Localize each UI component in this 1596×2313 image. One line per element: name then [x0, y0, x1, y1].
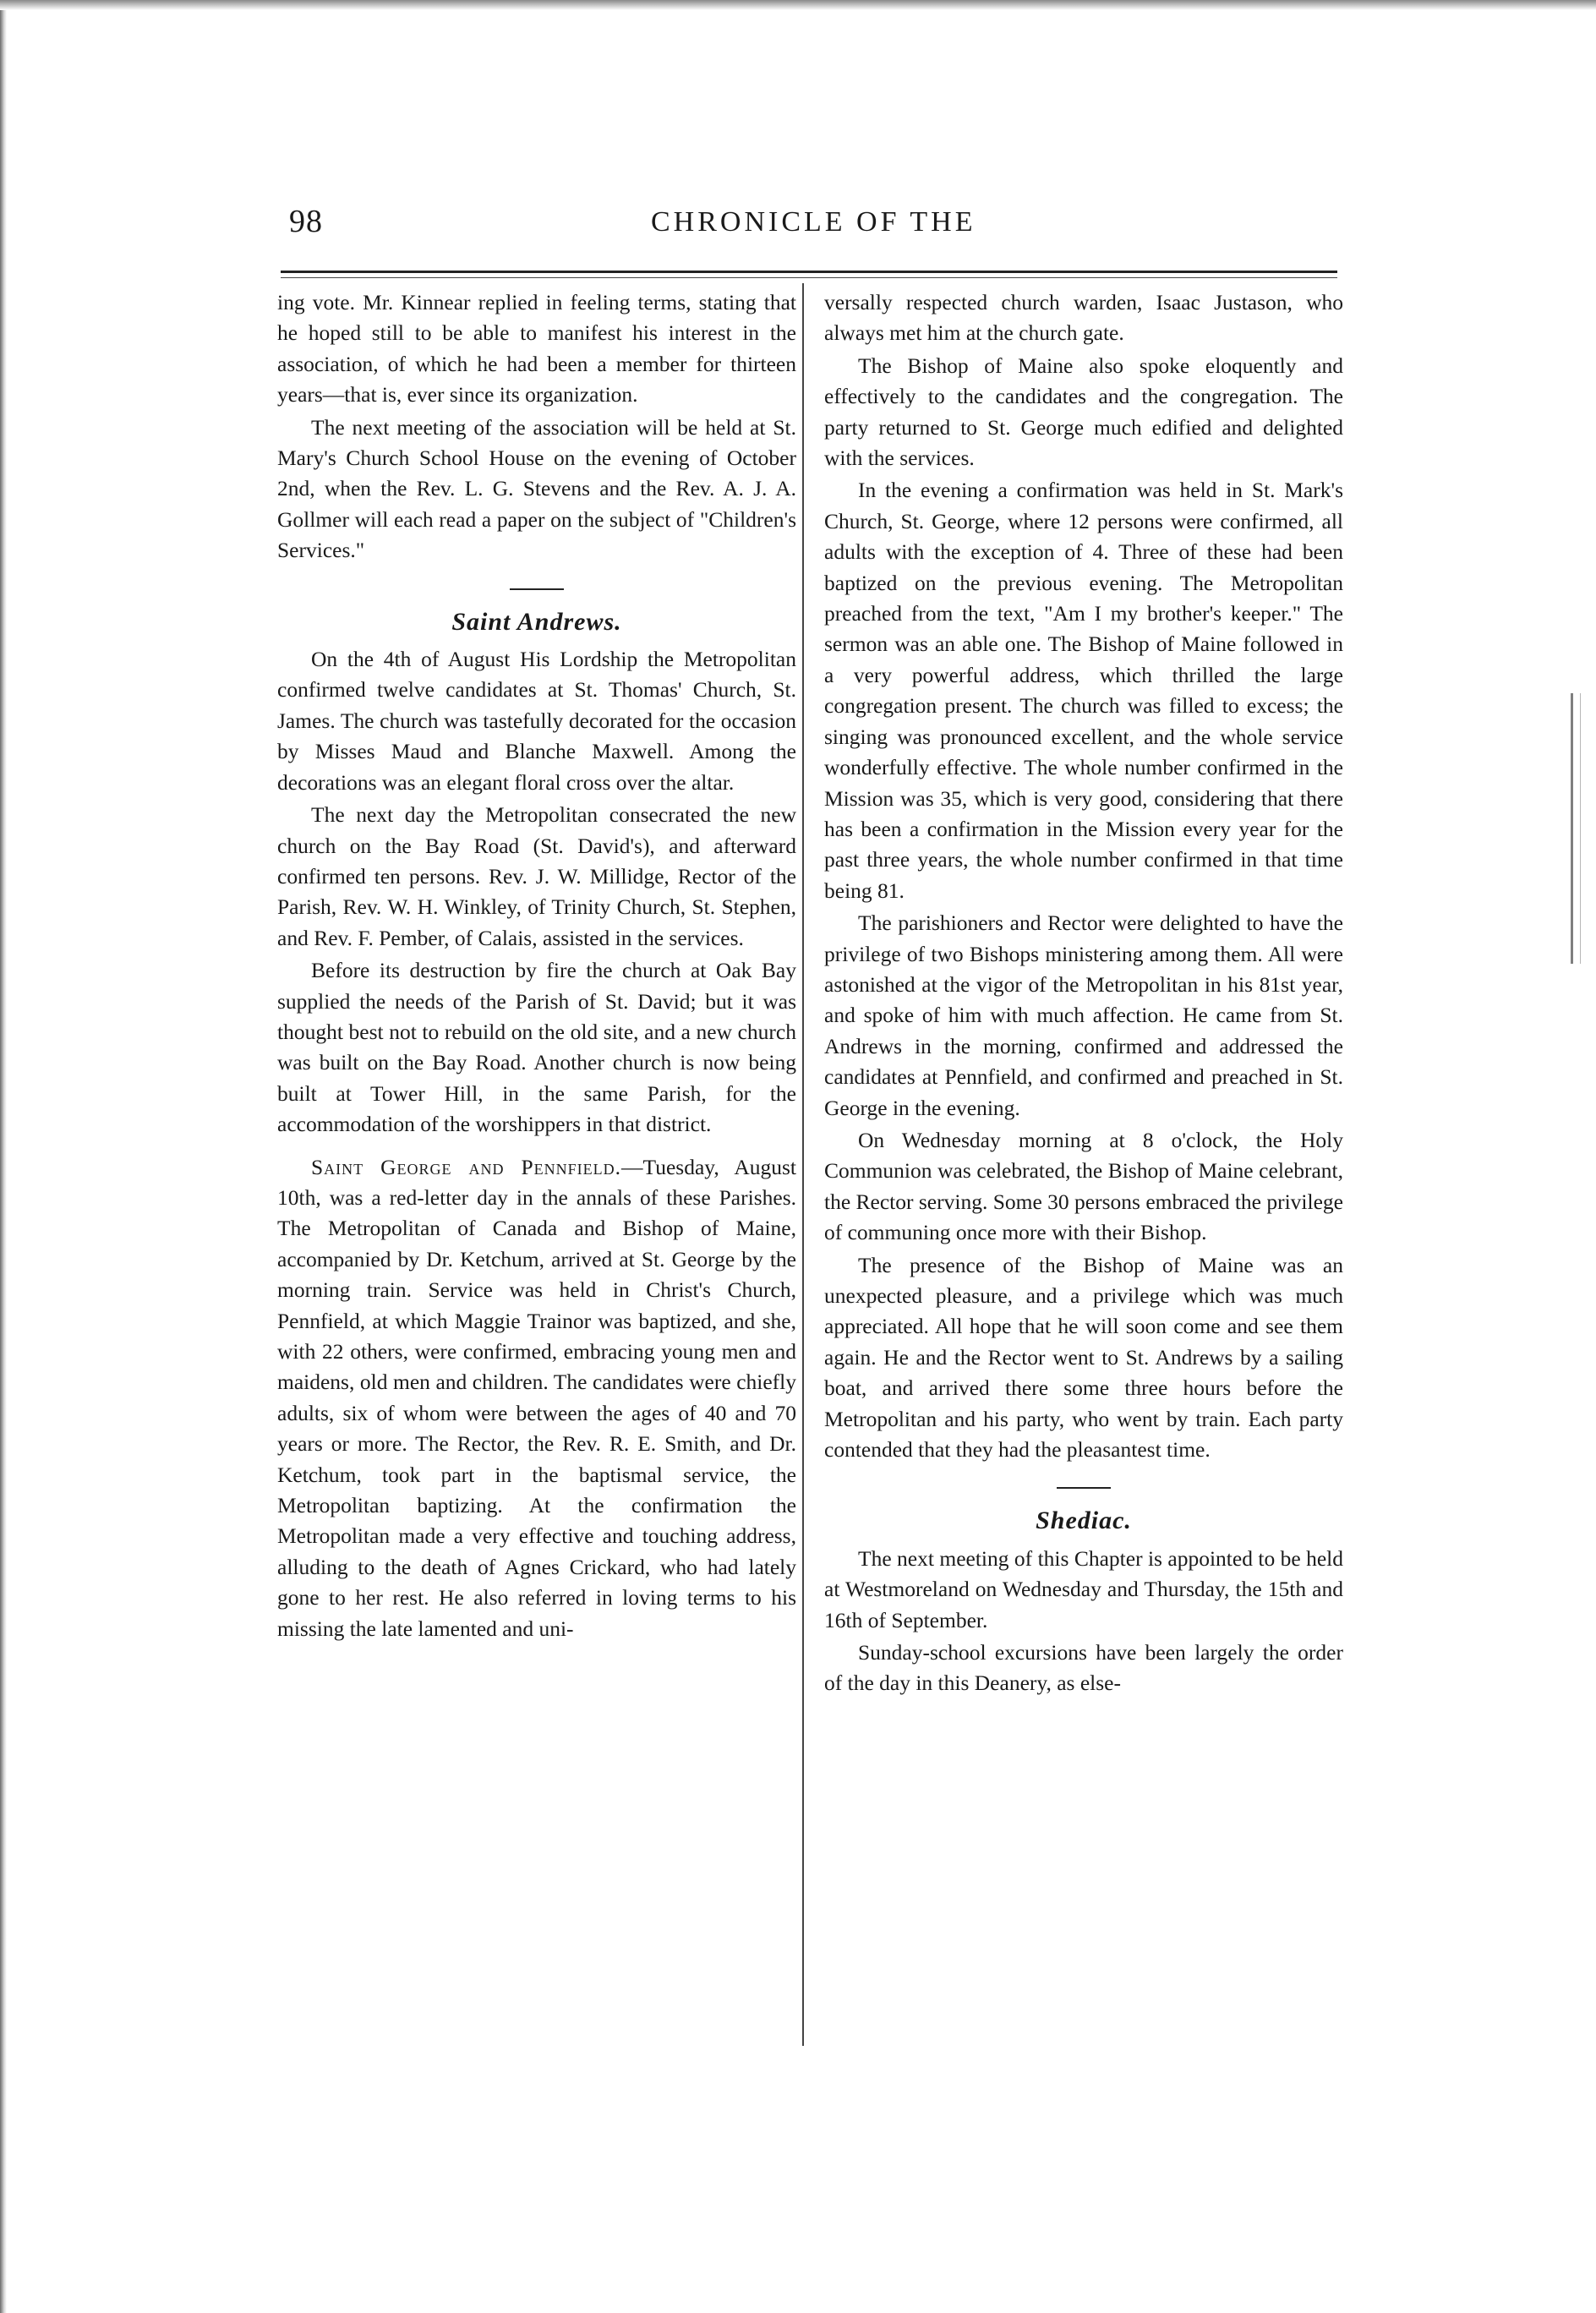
paragraph: The next meeting of this Chapter is appointed to be held at Westmoreland on Wednesday and Thursday, the 15th and 16th of September.	[824, 1545, 1343, 1632]
header-rule	[281, 271, 1337, 278]
section-heading: Shediac.	[1036, 1506, 1132, 1535]
paragraph: The next day the Metropolitan consecrated the new church on the Bay Road (St. David's), and afterward confirmed ten persons. Rev. J. W. Millidge, Rector of the Parish, Rev. W. H. Winkley, of Trinity Church, St. Stephen, and Rev. F. Pember, of Calais, assisted in the services.	[277, 802, 796, 950]
spacer	[277, 1140, 796, 1152]
left-column	[277, 287, 796, 1644]
paragraph: The Bishop of Maine also spoke eloquently and effectively to the candidates and the congregation. The party returned to St. George much edified and delighted with the services.	[824, 353, 1343, 471]
paragraph: The presence of the Bishop of Maine was an unexpected pleasure, and a privilege which was much appreciated. All hope that he will soon come and see them again. He and the Rector went to St. Andrews by a sailing boat, and arrived there some three hours before the Metropolitan and his party, who went by train. Each party contended that they had the pleasantest time.	[824, 1252, 1343, 1463]
paragraph: The next meeting of the association will be held at St. Mary's Church School House on the evening of October 2nd, when the Rev. L. G. Stevens and the Rev. A. J. A. Gollmer will each read a paper on the subject of "Children's Services."	[277, 414, 796, 563]
section-heading: Saint Andrews.	[451, 607, 622, 636]
paragraph: On the 4th of August His Lordship the Metropolitan confirmed twelve candidates at St. Thomas' Church, St. James. The church was tastefully decorated for the occasion by Misses Maud and Blanche Maxwell. Among the decorations was an elegant floral cross over the altar.	[277, 647, 796, 795]
paragraph: In the evening a confirmation was held in St. Mark's Church, St. George, where 12 persons were confirmed, all adults with the exception of 4. Three of these had been baptized on the previous evening. The Metropolitan preached from the text, "Am I my brother's keeper." The sermon was an able one. The Bishop of Maine followed in a very powerful address, which thrilled the large congregation present. The church was filled to excess; the singing was pronounced excellent, and the whole service wonderfully effective. The whole number confirmed in the Mission was 35, which is very good, considering that there has been a confirmation in the Mission every year for the past three years, the whole number confirmed in that time being 81.	[824, 478, 1343, 903]
paragraph: On Wednesday morning at 8 o'clock, the Holy Communion was celebrated, the Bishop of Maine celebrant, the Rector serving. Some 30 persons embraced the privilege of communing once more with their Bishop.	[824, 1127, 1343, 1245]
paragraph: versally respected church warden, Isaac Justason, who always met him at the church gate.	[824, 290, 1343, 346]
paragraph: Sunday-school excursions have been largely the order of the day in this Deanery, as else-	[824, 1640, 1343, 1696]
paragraph: ing vote. Mr. Kinnear replied in feeling terms, stating that he hoped still to be able to manifest his interest in the association, of which he had been a member for thirteen years—that is, ever since its organization.	[277, 290, 796, 407]
right-column	[824, 287, 1343, 1699]
section-divider	[510, 588, 564, 590]
page-edge-shadow	[0, 0, 7, 2313]
running-head: CHRONICLE OF THE	[651, 206, 976, 238]
page-top-shadow	[0, 0, 1596, 10]
binding-marks	[1571, 693, 1581, 964]
paragraph-text: —Tuesday, August 10th, was a red-letter day in the annals of these Parishes. The Metropolitan of Canada and Bishop of Maine, accompanied by Dr. Ketchum, arrived at St. George by the morning train. Service was held in Christ's Church, Pennfield, at which Maggie Trainor was baptized, and she, with 22 others, were confirmed, embracing young men and maidens, old men and children. The candidates were chiefly adults, six of whom were between the ages of 40 and 70 years or more. The Rector, the Rev. R. E. Smith, and Dr. Ketchum, took part in the baptismal service, the Metropolitan baptizing. At the confirmation the Metropolitan made a very effective and touching address, alluding to the death of Agnes Crickard, who had lately gone to her rest. He also referred in loving terms to his missing the late lamented and uni-	[277, 1154, 796, 1641]
paragraph	[277, 1152, 796, 1645]
paragraph: The parishioners and Rector were delighted to have the privilege of two Bishops ministering among them. All were astonished at the vigor of the Metropolitan in his 81st year, and spoke of him with much affection. He came from St. Andrews in the morning, confirmed and addressed the candidates at Pennfield, and confirmed and preached in St. George in the evening.	[824, 910, 1343, 1120]
section-divider	[1057, 1487, 1111, 1489]
paragraph: Before its destruction by fire the church at Oak Bay supplied the needs of the Parish of St. David; but it was thought best not to rebuild on the old site, and a new church was built on the Bay Road. Another church is now being built at Tower Hill, in the same Parish, for the accommodation of the worshippers in that district.	[277, 958, 796, 1137]
run-in-heading: Saint George and Pennfield.	[311, 1154, 622, 1179]
column-rule	[802, 283, 804, 2046]
page-number: 98	[289, 204, 323, 239]
